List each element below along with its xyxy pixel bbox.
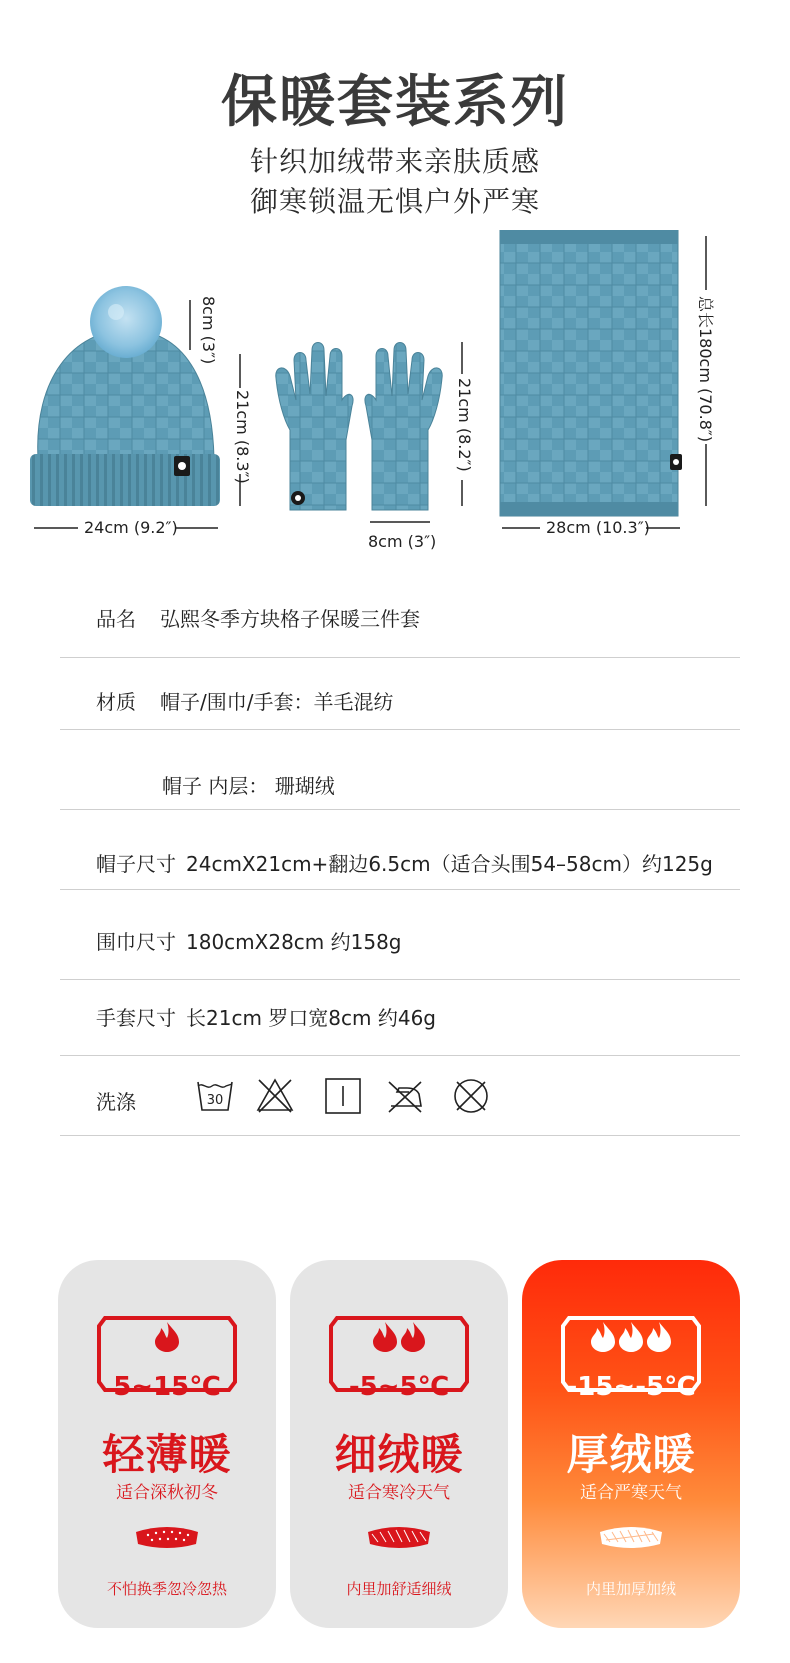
fabric-layer-icon bbox=[132, 1522, 202, 1552]
warmth-subtitle: 适合深秋初冬 bbox=[116, 1483, 218, 1503]
warmth-title: 厚绒暖 bbox=[566, 1430, 696, 1479]
hat-pom-dimension: 8cm (3″) bbox=[199, 296, 218, 365]
warmth-card-fine bbox=[290, 1260, 508, 1628]
wash-30-icon bbox=[195, 1076, 235, 1116]
temperature-range: -15~-5℃ bbox=[566, 1372, 696, 1402]
spec-label: 品名 bbox=[96, 607, 136, 631]
warmth-subtitle: 适合严寒天气 bbox=[580, 1483, 682, 1503]
spec-label: 洗涤 bbox=[96, 1090, 136, 1114]
spec-label: 帽子尺寸 bbox=[96, 852, 176, 876]
scarf-length-dimension: 总长180cm (70.8″) bbox=[696, 296, 715, 443]
page-title: 保暖套装系列 bbox=[221, 70, 569, 135]
spec-row-wash bbox=[60, 1056, 740, 1136]
spec-row-scarf-size bbox=[60, 890, 740, 980]
fabric-layer-icon bbox=[596, 1522, 666, 1552]
spec-row-hat-size bbox=[60, 810, 740, 890]
warmth-title: 细绒暖 bbox=[334, 1430, 464, 1479]
scarf-width-dimension: 28cm (10.3″) bbox=[546, 518, 650, 537]
spec-value: 长21cm 罗口宽8cm 约46g bbox=[186, 1006, 436, 1030]
glove-length-dimension: 21cm (8.2″) bbox=[455, 378, 474, 472]
flame-icon bbox=[591, 1322, 671, 1352]
spec-row-name bbox=[60, 607, 740, 658]
warmth-footer: 内里加厚加绒 bbox=[585, 1580, 676, 1598]
spec-value: 180cmX28cm 约158g bbox=[186, 930, 402, 954]
flame-icon bbox=[155, 1322, 179, 1352]
warmth-footer: 内里加舒适细绒 bbox=[346, 1580, 452, 1598]
temperature-range: 5~15℃ bbox=[113, 1372, 221, 1402]
no-dry-clean-icon bbox=[451, 1076, 491, 1116]
spec-value: 帽子/围巾/手套：羊毛混纺 bbox=[160, 690, 394, 714]
spec-label: 材质 bbox=[96, 690, 136, 714]
warmth-subtitle: 适合寒冷天气 bbox=[348, 1483, 450, 1503]
scarf-illustration bbox=[500, 230, 706, 528]
warmth-cards bbox=[58, 1260, 738, 1640]
product-illustrations bbox=[0, 230, 790, 590]
hat-height-dimension: 21cm (8.3″) bbox=[233, 390, 252, 484]
gloves-illustration bbox=[276, 342, 462, 522]
spec-row-material bbox=[60, 658, 740, 730]
warmth-card-light bbox=[58, 1260, 276, 1628]
fabric-layer-icon bbox=[364, 1522, 434, 1552]
page-subtitle-2: 御寒锁温无惧户外严寒 bbox=[249, 185, 540, 218]
flame-icon bbox=[373, 1322, 425, 1352]
warmth-title: 轻薄暖 bbox=[102, 1430, 232, 1479]
spec-row-lining bbox=[60, 730, 740, 810]
glove-width-dimension: 8cm (3″) bbox=[368, 532, 437, 551]
spec-label: 围巾尺寸 bbox=[96, 930, 176, 954]
warmth-footer: 不怕换季忽冷忽热 bbox=[106, 1580, 227, 1598]
page-subtitle-1: 针织加绒带来亲肤质感 bbox=[249, 145, 540, 178]
svg-text:30: 30 bbox=[206, 1093, 224, 1108]
spec-row-glove-size bbox=[60, 980, 740, 1056]
warmth-card-thick bbox=[522, 1260, 740, 1628]
spec-value: 帽子 内层： 珊瑚绒 bbox=[162, 774, 335, 798]
no-iron-icon bbox=[385, 1076, 425, 1116]
spec-label: 手套尺寸 bbox=[96, 1006, 176, 1030]
temperature-range: -5~5℃ bbox=[348, 1372, 450, 1402]
hat-width-dimension: 24cm (9.2″) bbox=[84, 518, 178, 537]
spec-value: 24cmX21cm+翻边6.5cm（适合头围54–58cm）约125g bbox=[186, 852, 713, 876]
spec-value: 弘熙冬季方块格子保暖三件套 bbox=[160, 607, 420, 631]
tumble-dry-line-icon bbox=[323, 1076, 363, 1116]
no-bleach-icon bbox=[255, 1076, 295, 1116]
